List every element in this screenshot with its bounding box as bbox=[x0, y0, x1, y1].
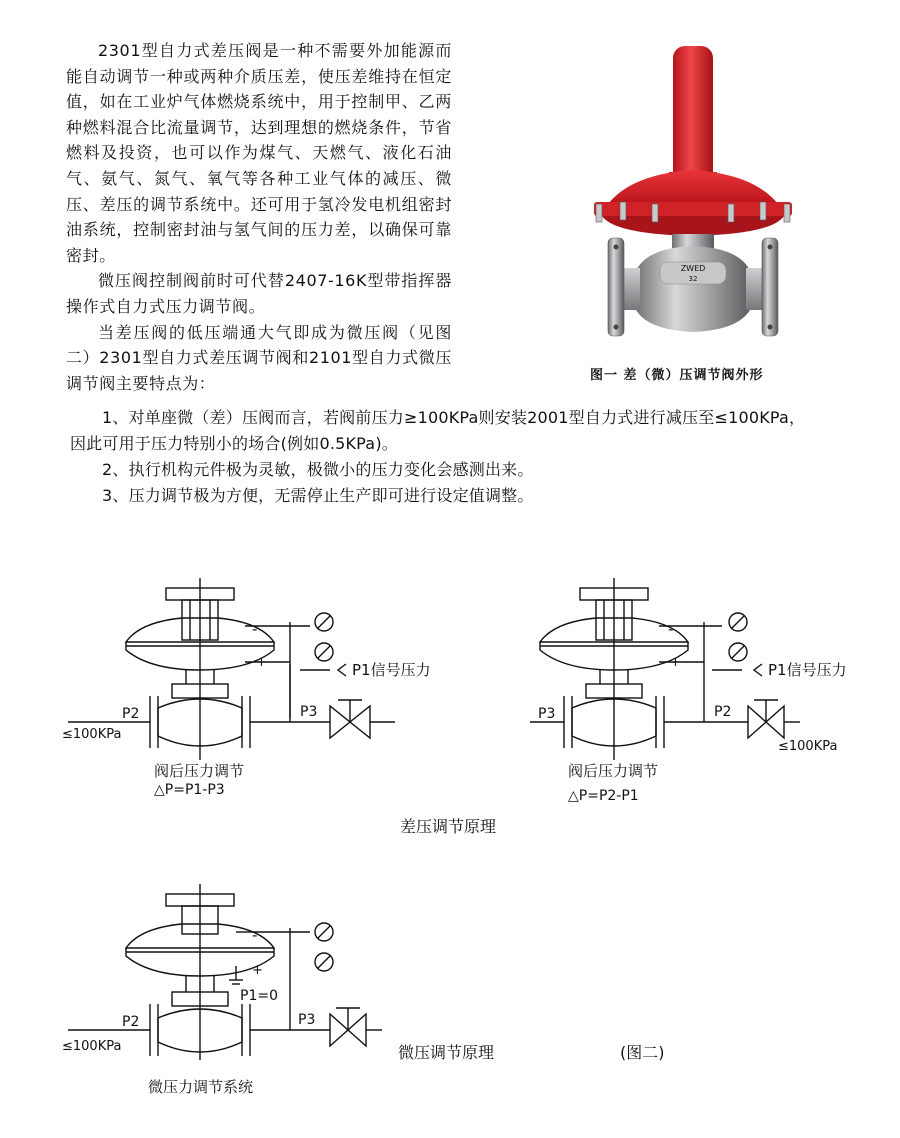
schematic-diagrams bbox=[0, 560, 900, 1138]
d2-minus: - bbox=[668, 620, 674, 638]
feature-item-3: 3、压力调节极为方便，无需停止生产即可进行设定值调整。 bbox=[102, 486, 534, 505]
d3-plus: + bbox=[252, 963, 263, 978]
feature-item-1-cont: 因此可用于压力特别小的场合(例如0.5KPa)。 bbox=[70, 434, 398, 453]
photo-caption: 图一 差（微）压调节阀外形 bbox=[590, 368, 764, 383]
d1-formula: △P=P1-P3 bbox=[154, 782, 225, 798]
intro-paragraph-1: 2301型自力式差压阀是一种不需要外加能源而能自动调节一种或两种介质压差，使压差维持在恒定值，如在工业炉气体燃烧系统中，用于控制甲、乙两种燃料混合比流量调节，达到理想的燃烧条件，节省燃料及投资，也可以作为煤气、天燃气、液化石油气、氨气、氮气、氧气等各种工业气体的减压、微压、差压的调节系统中。还可用于氢冷发电机组密封油系统，控制密封油与氢气间的压力差，以确保可靠密封。 bbox=[66, 41, 452, 265]
d1-left-sub: ≤100KPa bbox=[62, 727, 122, 742]
diagram-differential-2 bbox=[530, 578, 800, 760]
d3-right-label: P3 bbox=[298, 1012, 316, 1028]
d2-formula: △P=P2-P1 bbox=[568, 788, 639, 804]
body-marking-2: 32 bbox=[688, 275, 698, 283]
right-flange bbox=[762, 238, 778, 336]
feature-list bbox=[70, 405, 860, 509]
diagram-title-differential: 差压调节原理 bbox=[400, 817, 497, 836]
d1-caption: 阀后压力调节 bbox=[154, 762, 245, 780]
valve-photo bbox=[572, 44, 834, 344]
body-marking-1: ZWED bbox=[680, 264, 706, 273]
intro-paragraph-2: 微压阀控制阀前时可代替2407-16K型带指挥器操作式自力式压力调节阀。 bbox=[66, 271, 452, 316]
d2-right-label: P2 bbox=[714, 704, 732, 720]
d2-signal-label: P1信号压力 bbox=[768, 661, 847, 679]
d3-left-sub: ≤100KPa bbox=[62, 1039, 122, 1054]
d2-caption: 阀后压力调节 bbox=[568, 762, 659, 780]
spring-tube bbox=[673, 46, 713, 184]
d2-plus: + bbox=[670, 655, 681, 670]
d2-left-label: P3 bbox=[538, 706, 556, 722]
d1-plus: + bbox=[256, 655, 267, 670]
intro-text bbox=[66, 38, 452, 396]
d2-right-sub: ≤100KPa bbox=[778, 739, 838, 754]
valve-body bbox=[634, 246, 752, 332]
diaphragm-dome bbox=[608, 170, 778, 204]
feature-item-1: 1、对单座微（差）压阀而言，若阀前压力≥100KPa则安装2001型自力式进行减压至≤100KPa， bbox=[102, 408, 806, 427]
d3-left-label: P2 bbox=[122, 1014, 140, 1030]
figure-label: (图二) bbox=[620, 1043, 665, 1062]
d3-p1-label: P1=0 bbox=[240, 988, 278, 1004]
d3-caption: 微压力调节系统 bbox=[148, 1078, 254, 1096]
d1-minus: - bbox=[252, 620, 258, 638]
diagram-micro-pressure bbox=[68, 884, 382, 1060]
d1-signal-label: P1信号压力 bbox=[352, 661, 431, 679]
intro-paragraph-3: 当差压阀的低压端通大气即成为微压阀（见图二）2301型自力式差压调节阀和2101型自力式微压调节阀主要特点为： bbox=[66, 322, 452, 393]
d1-right-label: P3 bbox=[300, 704, 318, 720]
left-flange bbox=[608, 238, 624, 336]
d3-minus: - bbox=[252, 926, 258, 944]
d1-left-label: P2 bbox=[122, 706, 140, 722]
feature-item-2: 2、执行机构元件极为灵敏，极微小的压力变化会感测出来。 bbox=[102, 460, 534, 479]
diagram-title-micro: 微压调节原理 bbox=[398, 1043, 495, 1062]
